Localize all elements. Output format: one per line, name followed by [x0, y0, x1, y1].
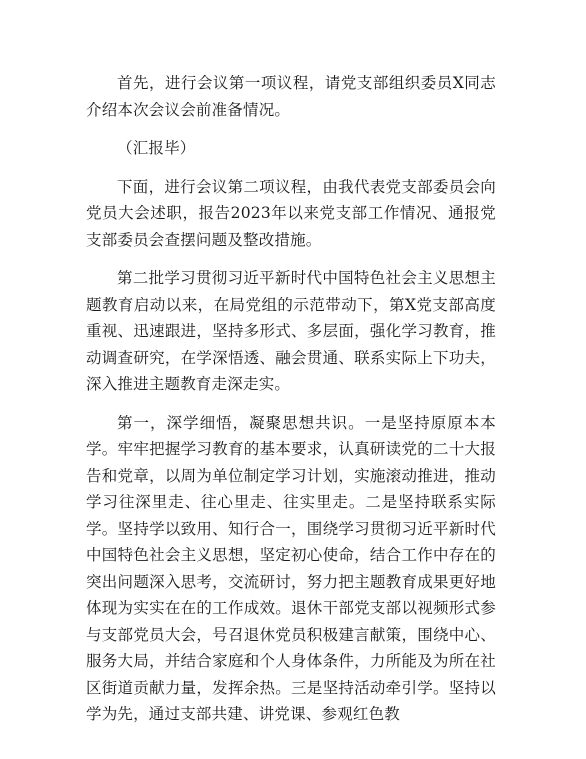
paragraph-theme-education: 第二批学习贯彻习近平新时代中国特色社会主义思想主题教育启动以来，在局党组的示范带动下，第X党支部高度重视、迅速跟进，坚持多形式、多层面，强化学习教育，推动调查研究，在学深悟透、融会贯通、联系实际上下功夫，深入推进主题教育走深走实。 — [86, 269, 496, 393]
paragraph-first-point: 第一，深学细悟，凝聚思想共识。一是坚持原原本本学。牢牢把握学习教育的基本要求，认真研读党的二十大报告和党章，以周为单位制定学习计划，实施滚动推进，推动学习往深里走、往心里走、往实里走。二是坚持联系实际学。坚持学以致用、知行合一，围绕学习贯彻习近平新时代中国特色社会主义思想，坚定初心使命，结合工作中存在的突出问题深入思考，交流研讨，努力把主题教育成果更好地体现为实实在在的工作成效。退休干部党支部以视频形式参与支部党员大会，号召退休党员积极建言献策，围绕中心、服务大局，并结合家庭和个人身体条件，力所能及为所在社区街道贡献力量，发挥余热。三是坚持活动牵引学。坚持以学为先，通过支部共建、讲党课、参观红色教 — [86, 413, 496, 723]
paragraph-second-agenda: 下面，进行会议第二项议程，由我代表党支部委员会向党员大会述职，报告2023年以来党支部工作情况、通报党支部委员会查摆问题及整改措施。 — [86, 177, 496, 249]
paragraph-report-finished: （汇报毕） — [117, 139, 196, 157]
paragraph-first-agenda: 首先，进行会议第一项议程，请党支部组织委员X同志介绍本次会议会前准备情况。 — [86, 74, 496, 119]
document-body — [86, 70, 496, 740]
